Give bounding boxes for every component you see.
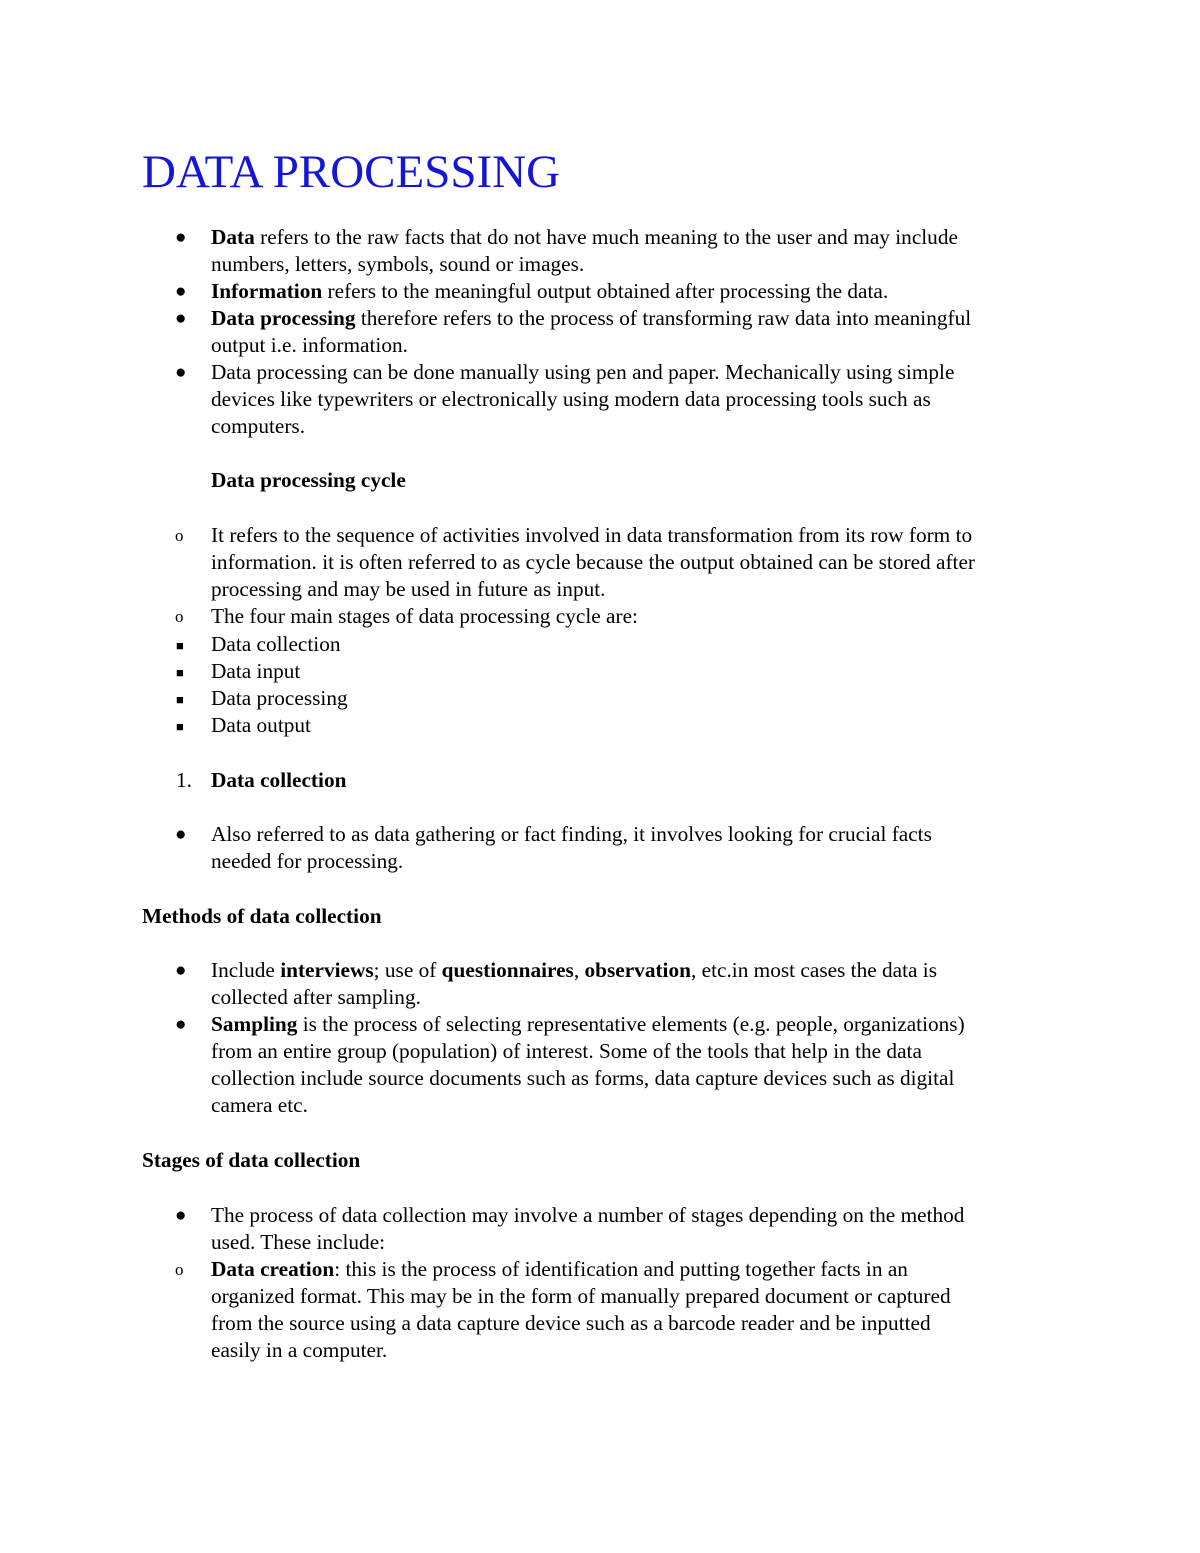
- list-item: [211, 1011, 965, 1038]
- list-item: The four main stages of data processing cycle are:: [211, 604, 638, 628]
- term-interviews: interviews: [280, 958, 374, 982]
- bullet-dot-icon: ●: [175, 308, 187, 329]
- list-item: It refers to the sequence of activities involved in data transformation from its row form to: [211, 523, 973, 547]
- list-item-continuation: camera etc.: [211, 1093, 308, 1117]
- list-item-text: , etc.in most cases the data is: [690, 958, 938, 982]
- list-item-text: Include: [211, 958, 281, 982]
- term-sampling: Sampling: [211, 1012, 298, 1036]
- list-item-continuation: processing and may be used in future as input.: [211, 577, 606, 601]
- list-item-continuation: devices like typewriters or electronically using modern data processing tools such as: [211, 387, 931, 411]
- term-data: Data: [211, 225, 255, 249]
- stage-item: Data processing: [211, 686, 348, 710]
- list-item-text: : this is the process of identification and putting together facts in an: [334, 1257, 908, 1281]
- list-item-continuation: organized format. This may be in the form of manually prepared document or captured: [211, 1284, 951, 1308]
- list-item-continuation: from an entire group (population) of interest. Some of the tools that help in the data: [211, 1039, 922, 1063]
- list-item: [211, 1256, 908, 1283]
- list-item-text: therefore refers to the process of transforming raw data into meaningful: [355, 306, 972, 330]
- bullet-dot-icon: ●: [175, 824, 187, 845]
- list-item-continuation: computers.: [211, 414, 306, 438]
- term-observation: observation: [584, 958, 691, 982]
- list-item-continuation: output i.e. information.: [211, 333, 408, 357]
- list-item-continuation: from the source using a data capture device such as a barcode reader and be inputted: [211, 1311, 931, 1335]
- term-data-creation: Data creation: [211, 1257, 335, 1281]
- list-item: [211, 957, 937, 984]
- list-item: Also referred to as data gathering or fact finding, it involves looking for crucial facts: [211, 822, 932, 846]
- list-item-text: is the process of selecting representative elements (e.g. people, organizations): [297, 1012, 965, 1036]
- list-item-continuation: collection include source documents such as forms, data capture devices such as digital: [211, 1066, 955, 1090]
- list-item-text: refers to the meaningful output obtained after processing the data.: [322, 279, 889, 303]
- bullet-dot-icon: ●: [175, 281, 187, 302]
- bullet-dot-icon: ●: [175, 960, 187, 981]
- list-item-text: refers to the raw facts that do not have much meaning to the user and may include: [254, 225, 958, 249]
- methods-heading: Methods of data collection: [142, 904, 382, 928]
- bullet-square-icon: ■: [176, 692, 184, 707]
- list-item-text: ,: [573, 958, 585, 982]
- bullet-dot-icon: ●: [175, 362, 187, 383]
- list-item-text: ; use of: [373, 958, 442, 982]
- stage-item: Data collection: [211, 632, 341, 656]
- bullet-circle-icon: o: [175, 607, 184, 626]
- list-item-continuation: numbers, letters, symbols, sound or images.: [211, 252, 585, 276]
- section-number: 1.: [176, 768, 192, 792]
- list-item: [211, 305, 971, 332]
- stage-item: Data output: [211, 713, 311, 737]
- list-item: [211, 224, 958, 251]
- term-data-processing: Data processing: [211, 306, 356, 330]
- list-item: The process of data collection may involve a number of stages depending on the method: [211, 1203, 965, 1227]
- bullet-dot-icon: ●: [175, 227, 187, 248]
- page-title: DATA PROCESSING: [142, 146, 561, 198]
- bullet-dot-icon: ●: [175, 1014, 187, 1035]
- bullet-square-icon: ■: [176, 665, 184, 680]
- bullet-circle-icon: o: [175, 1260, 184, 1279]
- list-item-continuation: used. These include:: [211, 1230, 386, 1254]
- bullet-square-icon: ■: [176, 638, 184, 653]
- stage-item: Data input: [211, 659, 301, 683]
- list-item-continuation: needed for processing.: [211, 849, 404, 873]
- bullet-circle-icon: o: [175, 526, 184, 545]
- list-item-continuation: collected after sampling.: [211, 985, 421, 1009]
- list-item-continuation: easily in a computer.: [211, 1338, 388, 1362]
- section-heading: Data collection: [211, 768, 347, 792]
- cycle-heading: Data processing cycle: [211, 468, 406, 492]
- list-item: Data processing can be done manually using pen and paper. Mechanically using simple: [211, 360, 955, 384]
- term-information: Information: [211, 279, 323, 303]
- stages-heading: Stages of data collection: [142, 1148, 361, 1172]
- term-questionnaires: questionnaires: [441, 958, 574, 982]
- list-item: [211, 278, 888, 305]
- bullet-square-icon: ■: [176, 719, 184, 734]
- bullet-dot-icon: ●: [175, 1205, 187, 1226]
- list-item-continuation: information. it is often referred to as cycle because the output obtained can be stored after: [211, 550, 976, 574]
